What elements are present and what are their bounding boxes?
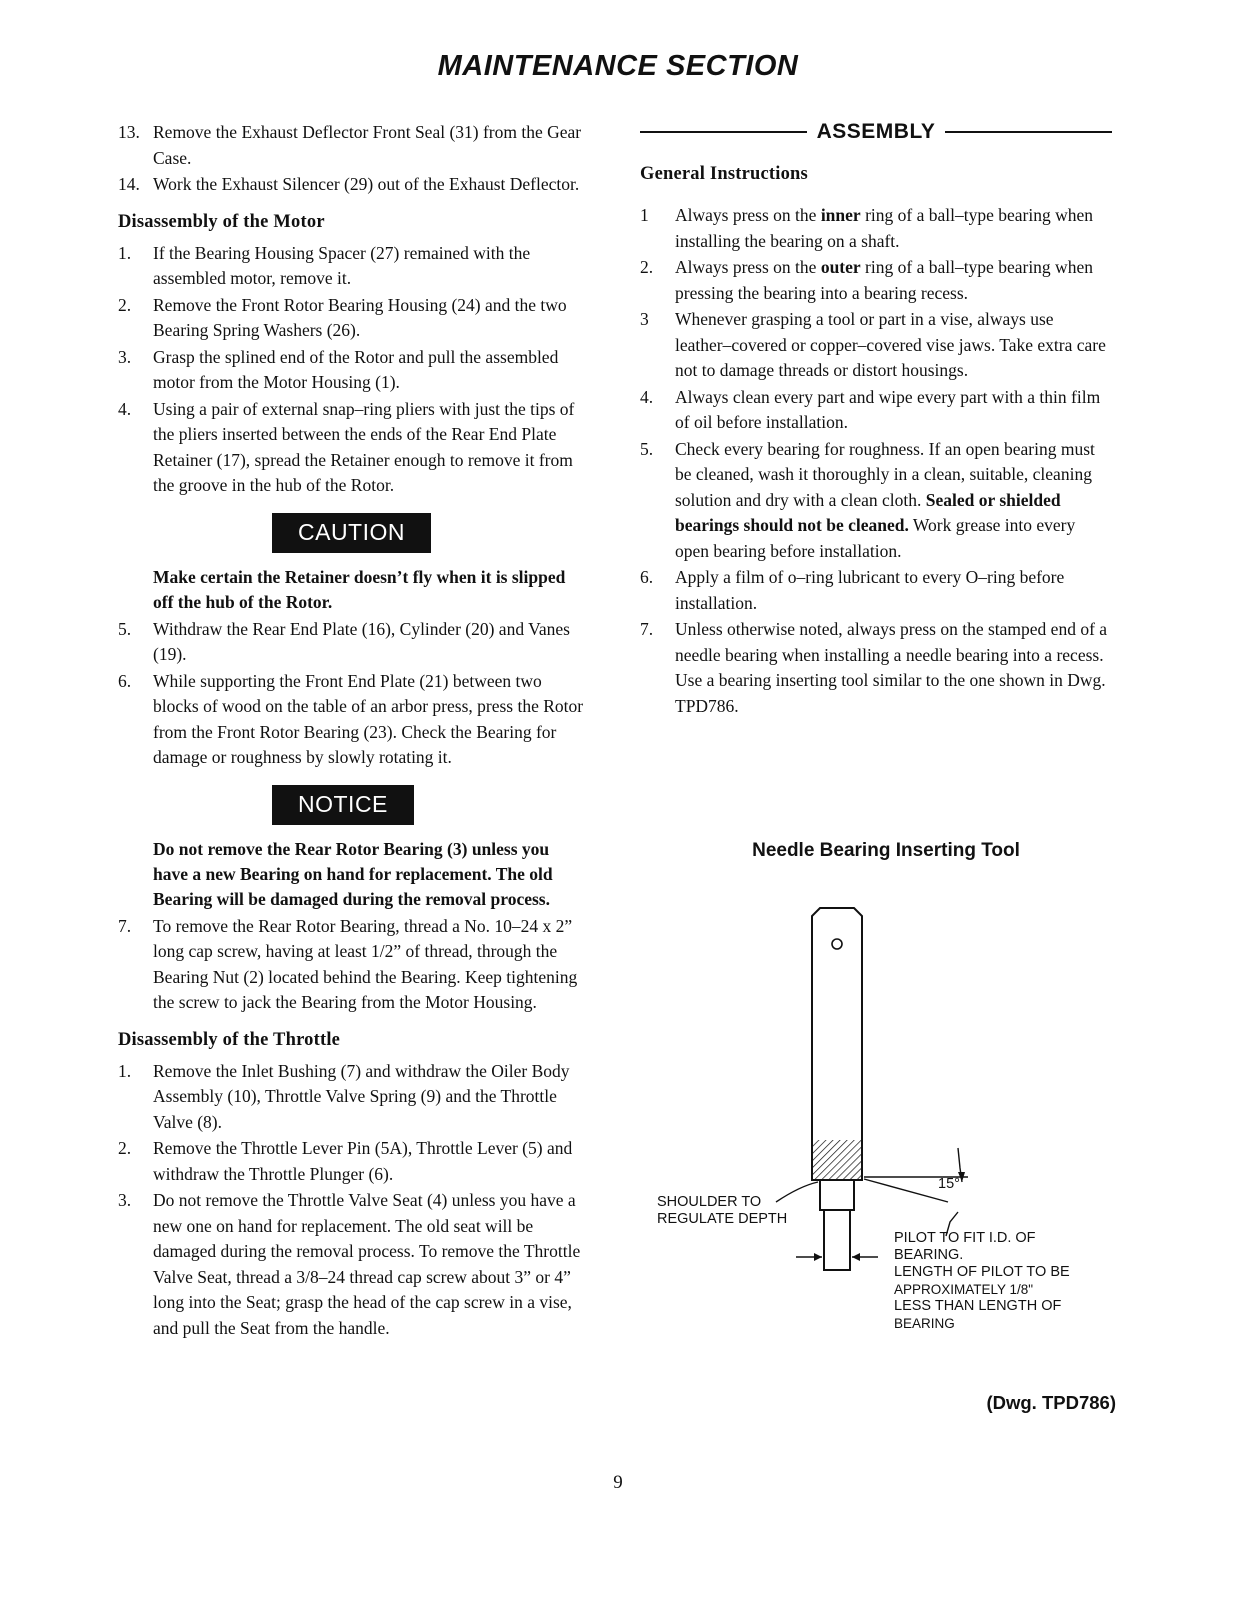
general-instructions-heading: General Instructions <box>640 164 808 184</box>
step-text-part: ring of a ball–type bearing when pressing the bearing into a bearing recess. <box>675 257 1093 303</box>
list-item <box>640 203 1112 254</box>
notice-badge-wrap <box>118 785 588 825</box>
caution-text: Make certain the Retainer doesn’t fly when it is slipped off the hub of the Rotor. <box>153 566 566 612</box>
step-text: Whenever grasping a tool or part in a vise, always use leather–covered or copper–covered vise jaws. Take extra care not to damage threads or distort housings. <box>675 309 1106 380</box>
step-text-part: Always press on the <box>675 257 821 277</box>
step-number: 7. <box>640 619 654 639</box>
step-text: Unless otherwise noted, always press on the stamped end of a needle bearing when installing a needle bearing into a recess. Use a bearing inserting tool similar to the one shown in Dwg. TPD786. <box>675 619 1108 716</box>
list-item <box>118 397 588 499</box>
step-number: 1. <box>118 1060 132 1081</box>
caution-badge-wrap <box>118 513 588 553</box>
intro-steps <box>118 120 588 198</box>
step-number: 1. <box>118 242 132 263</box>
list-item <box>640 617 1112 719</box>
step-text: To remove the Rear Rotor Bearing, thread a No. 10–24 x 2” long cap screw, having at least 1/2” of thread, through the Bearing Nut (2) located behind the Bearing. Keep tightening the screw to jack the Bearing from the Motor Housing. <box>153 915 578 1012</box>
step-text: Withdraw the Rear End Plate (16), Cylinder (20) and Vanes (19). <box>153 618 570 664</box>
motor-steps-final <box>118 914 588 1016</box>
step-text: Apply a film of o–ring lubricant to every O–ring before installation. <box>675 567 1065 613</box>
step-number: 7. <box>118 915 132 936</box>
list-item <box>118 669 588 771</box>
step-number: 2. <box>118 294 132 315</box>
list-item <box>118 241 588 292</box>
pilot-label-line2: BEARING. <box>894 1247 964 1263</box>
throttle-steps <box>118 1059 588 1342</box>
step-number: 5. <box>640 438 654 459</box>
motor-steps <box>118 241 588 499</box>
step-number: 6. <box>118 670 132 691</box>
step-text: Remove the Inlet Bushing (7) and withdraw the Oiler Body Assembly (10), Throttle Valve Spring (9) and the Throttle Valve (8). <box>153 1060 570 1132</box>
pilot-label-line4: APPROXIMATELY 1/8" <box>894 1282 1034 1297</box>
page-number: 9 <box>613 1472 623 1493</box>
needle-bearing-tool-drawing <box>640 880 1132 1340</box>
step-text <box>675 437 1112 565</box>
list-item <box>118 120 588 171</box>
list-item <box>640 385 1112 436</box>
emphasis-outer: outer <box>820 257 861 277</box>
list-item <box>118 617 588 668</box>
step-number: 4. <box>640 386 654 407</box>
pilot-label-line5: LESS THAN LENGTH OF <box>894 1298 1062 1314</box>
angle-label: 15° <box>938 1176 960 1192</box>
pilot-label-line1: PILOT TO FIT I.D. OF <box>894 1230 1036 1246</box>
step-number: 3. <box>118 346 132 367</box>
general-instructions-list <box>640 203 1112 719</box>
step-text-part: Check every bearing for roughness. If an open bearing must be cleaned, wash it thoroughly in a clean, suitable, cleaning solution and dry with a clean cloth. <box>675 438 1095 510</box>
notice-text: Do not remove the Rear Rotor Bearing (3) unless you have a new Bearing on hand for replacement. The old Bearing will be damaged during the removal process. <box>153 838 553 909</box>
list-item <box>118 293 588 344</box>
step-text: Remove the Throttle Lever Pin (5A), Throttle Lever (5) and withdraw the Throttle Plunger (6). <box>153 1138 573 1184</box>
motor-disassembly-heading: Disassembly of the Motor <box>118 211 325 232</box>
step-text: Work the Exhaust Silencer (29) out of the Exhaust Deflector. <box>153 174 580 194</box>
heading-rule-right <box>945 131 1112 133</box>
motor-steps-continued <box>118 617 588 771</box>
step-text: Using a pair of external snap–ring pliers with just the tips of the pliers inserted between the ends of the Rear End Plate Retainer (17), spread the Retainer enough to remove it from the groove in the hub of the Rotor. <box>153 398 575 495</box>
emphasis-inner: inner <box>820 205 861 225</box>
heading-rule-left <box>640 131 807 133</box>
step-number: 4. <box>118 398 132 419</box>
list-item <box>640 565 1112 616</box>
step-text-part: Work grease into every open bearing before installation. <box>675 515 1076 561</box>
list-item <box>640 307 1112 384</box>
step-text: Always clean every part and wipe every part with a thin film of oil before installation. <box>675 386 1101 432</box>
list-item <box>640 255 1112 306</box>
list-item <box>118 1136 588 1187</box>
step-number: 6. <box>640 567 654 587</box>
figure-title: Needle Bearing Inserting Tool <box>752 840 1020 861</box>
list-item <box>118 1188 588 1341</box>
step-text: Remove the Exhaust Deflector Front Seal (31) from the Gear Case. <box>153 122 582 168</box>
pilot-label-line3: LENGTH OF PILOT TO BE <box>894 1264 1070 1280</box>
drawing-reference: (Dwg. TPD786) <box>986 1392 1116 1413</box>
left-column <box>118 120 588 1342</box>
list-item <box>118 1059 588 1136</box>
step-text-part: ring of a ball–type bearing when installing the bearing on a shaft. <box>675 205 1093 251</box>
step-number: 14. <box>118 174 140 194</box>
caution-badge: CAUTION <box>272 513 431 553</box>
right-column <box>640 120 1112 720</box>
pilot-label-line6: BEARING <box>894 1316 955 1331</box>
assembly-heading-label: ASSEMBLY <box>816 120 936 143</box>
step-number: 3. <box>118 1190 132 1210</box>
list-item <box>118 172 588 198</box>
step-number: 2. <box>640 257 654 277</box>
step-number: 1 <box>640 205 649 225</box>
step-text-part: Always press on the <box>675 205 821 225</box>
step-text <box>675 255 1112 306</box>
shoulder-label-line2: REGULATE DEPTH <box>657 1211 788 1227</box>
step-text: Remove the Front Rotor Bearing Housing (24) and the two Bearing Spring Washers (26). <box>153 294 567 340</box>
step-text: While supporting the Front End Plate (21) between two blocks of wood on the table of an arbor press, press the Rotor from the Front Rotor Bearing (23). Check the Bearing for damage or roughness by slowly rotating it. <box>153 670 584 767</box>
throttle-disassembly-heading: Disassembly of the Throttle <box>118 1029 341 1050</box>
tool-pilot <box>824 1210 850 1270</box>
assembly-heading <box>640 120 1112 144</box>
tool-hole <box>832 939 842 949</box>
step-number: 3 <box>640 309 649 329</box>
tool-hatch <box>813 1140 861 1180</box>
tool-shoulder <box>820 1180 854 1210</box>
notice-badge: NOTICE <box>272 785 414 825</box>
step-text: If the Bearing Housing Spacer (27) remained with the assembled motor, remove it. <box>153 242 531 288</box>
shoulder-label-line1: SHOULDER TO <box>657 1194 762 1210</box>
emphasis-sealed-bearings: Sealed or shielded bearings should not be cleaned. <box>675 489 1061 535</box>
step-text: Do not remove the Throttle Valve Seat (4) unless you have a new one on hand for replacement. The old seat will be damaged during the removal process. To remove the Throttle Valve Seat, thread a 3/8–24 thread cap screw about 3” or 4” long into the Seat; grasp the head of the cap screw in a vise, and pull the Seat from the handle. <box>153 1190 581 1338</box>
step-number: 5. <box>118 618 132 639</box>
page-title: MAINTENANCE SECTION <box>437 50 799 82</box>
list-item <box>118 345 588 396</box>
list-item <box>640 437 1112 565</box>
step-text <box>675 203 1112 254</box>
list-item <box>118 914 588 1016</box>
step-number: 2. <box>118 1138 132 1158</box>
step-number: 13. <box>118 122 140 142</box>
step-text: Grasp the splined end of the Rotor and pull the assembled motor from the Motor Housing (1). <box>153 346 559 392</box>
